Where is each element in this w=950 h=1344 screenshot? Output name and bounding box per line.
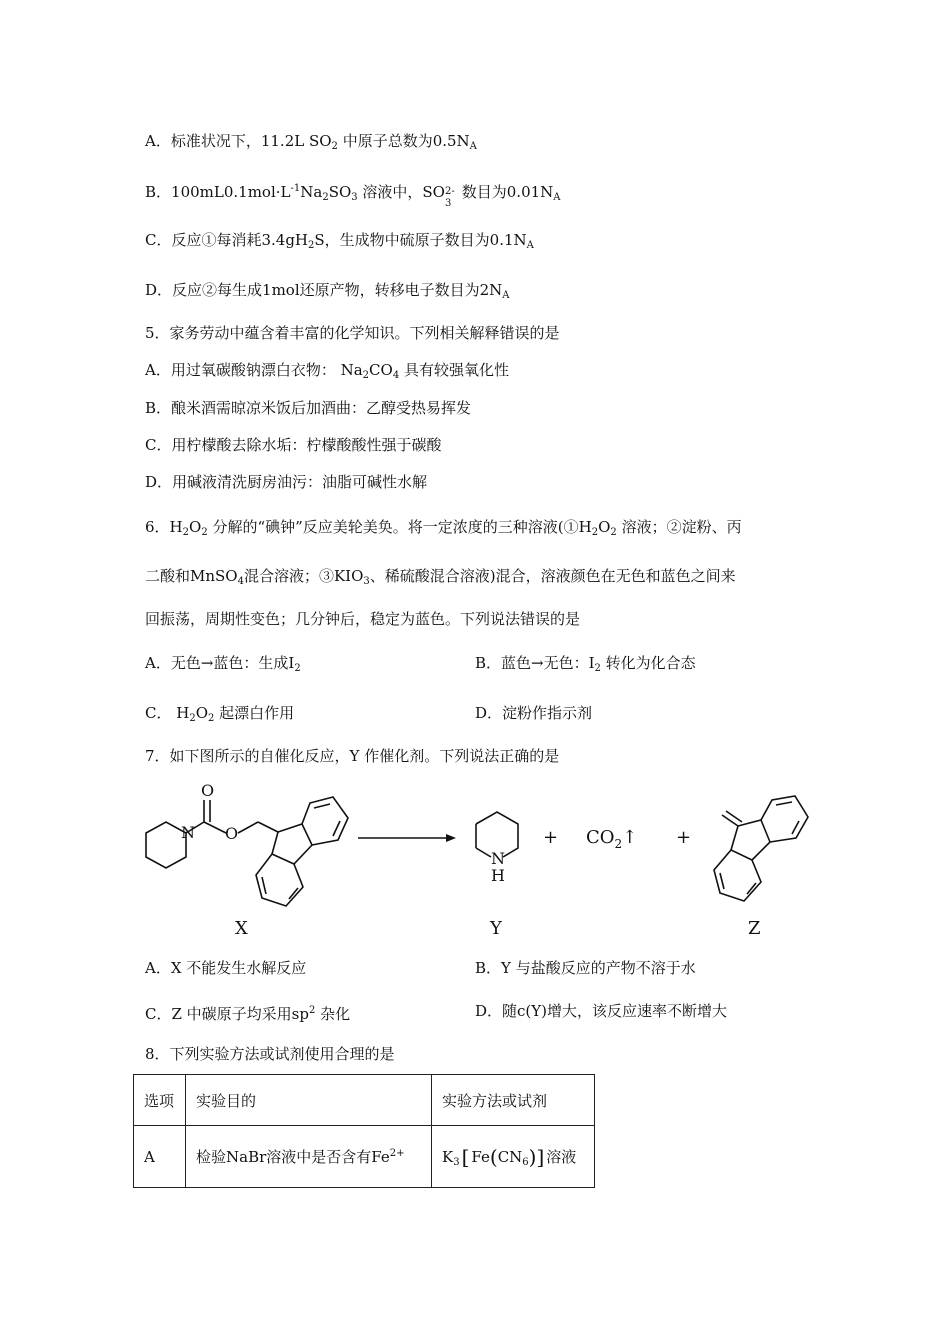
q5-stem: 5．家务劳动中蕴含着丰富的化学知识。下列相关解释错误的是 — [145, 324, 560, 342]
label-y: Y — [490, 918, 502, 939]
q4-option-d: D．反应②每生成1mol还原产物，转移电子数目为$2N_A$ — [145, 281, 510, 301]
q4-option-b: B．$100mL0.1mol\cdot L^{-1}Na_2SO_3$ 溶液中，SO 2- 3 数目为$0.01N_A$ — [145, 183, 561, 209]
plus-sign-2: + — [676, 827, 692, 848]
q8-table — [133, 1074, 595, 1188]
x-atom-n: N — [181, 823, 195, 842]
q6-option-a: A．无色→蓝色：生成$I_2$ — [145, 654, 301, 674]
q8-header-purpose: 实验目的 — [186, 1075, 432, 1126]
label-x: X — [235, 918, 248, 939]
q8-table-header-row — [134, 1075, 595, 1126]
q7-option-d: D．随c(Y)增大，该反应速率不断增大 — [475, 1002, 728, 1020]
x-atom-ester-o: O — [225, 824, 239, 843]
q5-option-b: B．酿米酒需晾凉米饭后加酒曲：乙醇受热易挥发 — [145, 399, 472, 417]
q6-stem-line1: 6．$H_2O_2$ 分解的“碘钟”反应美轮美奂。将一定浓度的三种溶液($①H_2O_2$ 溶液；②淀粉、丙 — [145, 518, 742, 538]
q5-option-a: A．用过氧碳酸钠漂白衣物： $Na_2CO_4$ 具有较强氧化性 — [145, 361, 509, 381]
q7-option-c: C．Z 中碳原子均采用$sp^2$ 杂化 — [145, 1005, 351, 1023]
q8-cell-option: A — [134, 1126, 186, 1188]
q6-stem-line3: 回振荡，周期性变色；几分钟后，稳定为蓝色。下列说法错误的是 — [145, 610, 581, 628]
q8-header-method: 实验方法或试剂 — [432, 1075, 595, 1126]
q6-option-c: C． $H_2O_2$ 起漂白作用 — [145, 704, 295, 724]
q6-stem-line2: 二酸和MnSO$_4$混合溶液；$③KIO_3$、稀硫酸混合溶液)混合，溶液颜色在无色和蓝色之间来 — [145, 567, 736, 587]
x-fluorene-core — [272, 824, 312, 864]
q6-option-b: B．蓝色→无色：$I_2$ 转化为化合态 — [475, 654, 696, 674]
label-z: Z — [748, 918, 761, 939]
q5-option-d: D．用碱液清洗厨房油污：油脂可碱性水解 — [145, 473, 428, 491]
q6-option-d: D．淀粉作指示剂 — [475, 704, 593, 722]
co2-formula: $CO_2↑$ — [586, 827, 638, 851]
q8-stem: 8．下列实验方法或试剂使用合理的是 — [145, 1045, 395, 1063]
q7-option-b: B．Y 与盐酸反应的产物不溶于水 — [475, 959, 696, 977]
y-atom-h: H — [491, 866, 505, 885]
plus-sign-1: + — [543, 827, 559, 848]
q4-option-c: C．反应①每消耗$3.4gH_2S$，生成物中硫原子数目为$0.1N_A$ — [145, 231, 534, 251]
q4-option-a: A．标准状况下，11.2L $SO_2$ 中原子总数为$0.5N_A$ — [145, 132, 477, 152]
y-atom-n: N — [491, 849, 505, 868]
q8-cell-purpose: 检验NaBr溶液中是否含有$Fe^{2+}$ — [186, 1126, 432, 1188]
x-piperidine-ring — [146, 822, 186, 868]
q8-cell-reagent: $K_3$ [ $Fe(CN_6)$] 溶液 — [432, 1126, 595, 1188]
sulfite-charge-script: 2- 3 — [444, 186, 455, 209]
q8-header-option: 选项 — [134, 1075, 186, 1126]
x-atom-carbonyl-o: O — [201, 781, 215, 800]
q7-option-a: A．X 不能发生水解反应 — [145, 959, 307, 977]
q7-stem: 7．如下图所示的自催化反应，Y 作催化剂。下列说法正确的是 — [145, 747, 560, 765]
reaction-scheme — [0, 780, 950, 950]
q5-option-c: C．用柠檬酸去除水垢：柠檬酸酸性强于碳酸 — [145, 436, 442, 454]
q8-table-row — [134, 1126, 595, 1188]
